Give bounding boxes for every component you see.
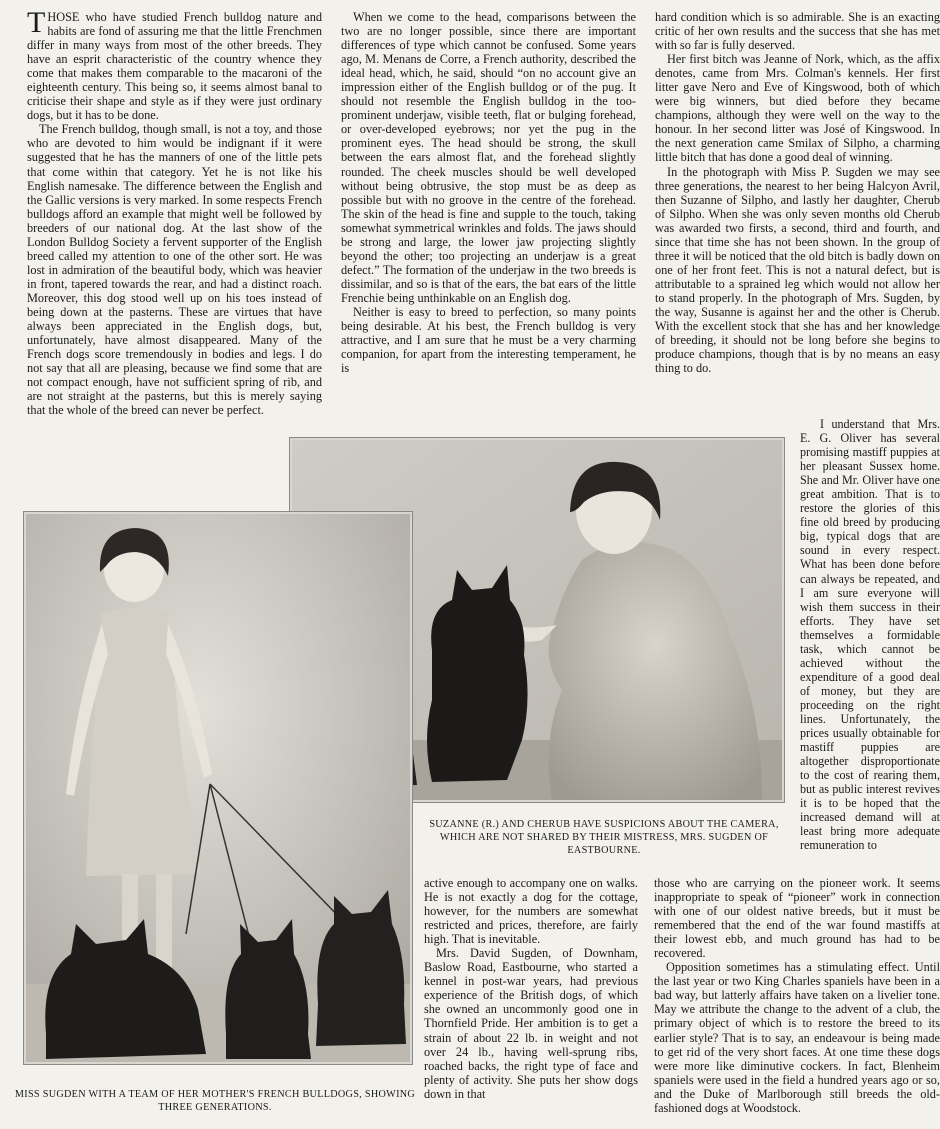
article-column-6	[654, 876, 940, 1115]
article-column-1	[27, 6, 322, 418]
paragraph-1: THOSE who have studied French bulldog nature and habits are fond of assuring me that the little Frenchmen differ in many ways from most of the other breeds. They have an esprit characteristic of the country whence they come that makes them comparable to the macaroni of the eighteenth century. This being so, it seems almost banal to criticise their shape and style as if they were just ordinary dogs, but it has to be done.	[27, 6, 322, 123]
paragraph-12: Opposition sometimes has a stimulating effect. Until the last year or two King Charles spaniels have been in a bad way, but latterly affairs have taken on a livelier tone. May we attribute the change to the advent of a club, the primary object of which is to restore the breed to its earlier style? That is to say, an endeavour is being made to get rid of the very short faces. At one time these dogs were more like diminutive cockers. In fact, Blenheim spaniels were used in the field a hundred years ago or so, and the Duke of Marlborough still breeds the old-fashioned dogs at Woodstock.	[654, 960, 940, 1115]
paragraph-4: Neither is easy to breed to perfection, so many points being desirable. At his best, the French bulldog is very attractive, and I am sure that he must be a very charming companion, for apart from the interesting temperament, he is	[341, 304, 636, 376]
article-column-5	[424, 876, 638, 1101]
paragraph-2: The French bulldog, though small, is not a toy, and those who are devoted to him would be indignant if it were suggested that he has the manners of one of the little pets that come within that category. Yet he is not like his English namesake. The difference between the English and the Gallic versions is very marked. In some respects French bulldogs afford an example that might well be followed by breeders of our national dog. At the last show of the London Bulldog Society a fervent supporter of the English breed called my attention to one of the other sort. He was lost in admiration of the beautiful body, which was heavier in front, tapered towards the rear, and had a distinct roach. Moreover, this dog stood well up on his toes instead of being down at the pasterns. These are virtues that have always been appreciated in the English dogs, but, unfortunately, have almost disappeared. Many of the French dogs score tremendously in bodies and legs. I do not say that all are pleasing, because we find some that are not compact enough, have not sufficient spring of rib, and are not straight at the pasterns, but this is merely saying that the whole of the breed can never be perfect.	[27, 122, 322, 418]
article-column-3	[655, 10, 940, 375]
paragraph-6: Her first bitch was Jeanne of Nork, which, as the affix denotes, came from Mrs. Colman's kennels. Her first litter gave Nero and Eve of Kingswood, both of which were big winners, but died before they became champions, although they were well on the way to the honour. In her second litter was José of Kingswood. In the next generation came Smilax of Silpho, a charming little bitch that has done a good deal of winning.	[655, 52, 940, 165]
article-column-4	[800, 417, 940, 852]
photo-miss-sugden	[24, 512, 412, 1064]
paragraph-3: When we come to the head, comparisons between the two are no longer possible, since there are important differences of type which cannot be confused. Some years ago, M. Menans de Corre, a French authority, described the ideal head, which, he said, should “on no account give an impression either of the English bulldog or of the pug. It should not resemble the English bulldog in the too-prominent underjaw, visible teeth, flat or bulging forehead, or over-developed eyebrows; nor yet the pug in the prominent eyes. The head should be strong, the skull between the ears almost flat, and the forehead slightly rounded. The cheek muscles should be well developed without being obtrusive, the stop must be as deep as possible but with no groove in the centre of the forehead. The skin of the head is fine and supple to the touch, taking somewhat symmetrical wrinkles and folds. The jaws should be strong and large, the lower jaw projecting slightly beyond the other; too projecting an underjaw is a great defect.” The formation of the underjaw in the two breeds is dissimilar, and so is that of the ears, the bat ears of the little Frenchie being unthinkable on an English dog.	[341, 10, 636, 305]
article-column-2	[341, 10, 636, 375]
caption-miss-sugden: MISS SUGDEN WITH A TEAM OF HER MOTHER'S FRENCH BULLDOGS, SHOWING THREE GENERATIONS.	[14, 1089, 416, 1113]
paragraph-5: hard condition which is so admirable. She is an exacting critic of her own results and the success that she has met with so far is fully deserved.	[655, 10, 940, 53]
paragraph-9: active enough to accompany one on walks. He is not exactly a dog for the cottage, however, for the numbers are somewhat restricted and prices, therefore, are fairly high. That is inevitable.	[424, 876, 638, 947]
photo-miss-sugden-image	[26, 514, 410, 1062]
paragraph-7: In the photograph with Miss P. Sugden we may see three generations, the nearest to her being Halcyon Avril, then Suzanne of Silpho, and lastly her daughter, Cherub of Silpho. When she was only seven months old Cherub was awarded two firsts, a second, third and fourth, and since that time she has not been shown. In the group of three it will be noticed that the old bitch is badly down on one of her front feet. This is not a natural defect, but is attributable to a sprained leg which would not allow her to stand properly. In the photograph of Mrs. Sugden, by the way, Susanne is against her and the other is Cherub. With the excellent stock that she has and her knowledge of breeding, it should not be long before she begins to produce champions, though that is by no means an easy thing to do.	[655, 164, 940, 376]
paragraph-11: those who are carrying on the pioneer work. It seems inappropriate to speak of “pioneer” work in connection with one of our oldest native breeds, but it must be remembered that the end of the war found mastiffs at their lowest ebb, and much ground has had to be recovered.	[654, 876, 940, 961]
drop-cap: T	[27, 6, 46, 39]
caption-mrs-sugden: SUZANNE (R.) AND CHERUB HAVE SUSPICIONS ABOUT THE CAMERA, WHICH ARE NOT SHARED BY THEIR MISTRESS, MRS. SUGDEN OF EASTBOURNE.	[429, 819, 779, 856]
paragraph-8: I understand that Mrs. E. G. Oliver has several promising mastiff puppies at her pleasant Sussex home. She and Mr. Oliver have one great ambition. That is to restore the glories of this fine old breed by producing big, typical dogs that are sound in every respect. What has been done before can always be repeated, and I am sure everyone will wish them success in their efforts. They have set themselves a formidable task, which cannot be achieved without the expenditure of a good deal of money, but they are proceeding on the right lines. Unfortunately, the prices usually obtainable for mastiff puppies are altogether disproportionate to the cost of rearing them, but as public interest revives it is to be hoped that the increased demand will at least bring more adequate remuneration to	[800, 417, 940, 853]
paragraph-10: Mrs. David Sugden, of Downham, Baslow Road, Eastbourne, who started a kennel in post-war years, had previous experience of the British dogs, of which she owned an uncommonly good one in Thornfield Pride. Her ambition is to get a strain of about 22 lb. in weight and not over 24 lb., having well-sprung ribs, roached backs, the right type of face and plenty of activity. She puts her show dogs down in that	[424, 946, 638, 1101]
